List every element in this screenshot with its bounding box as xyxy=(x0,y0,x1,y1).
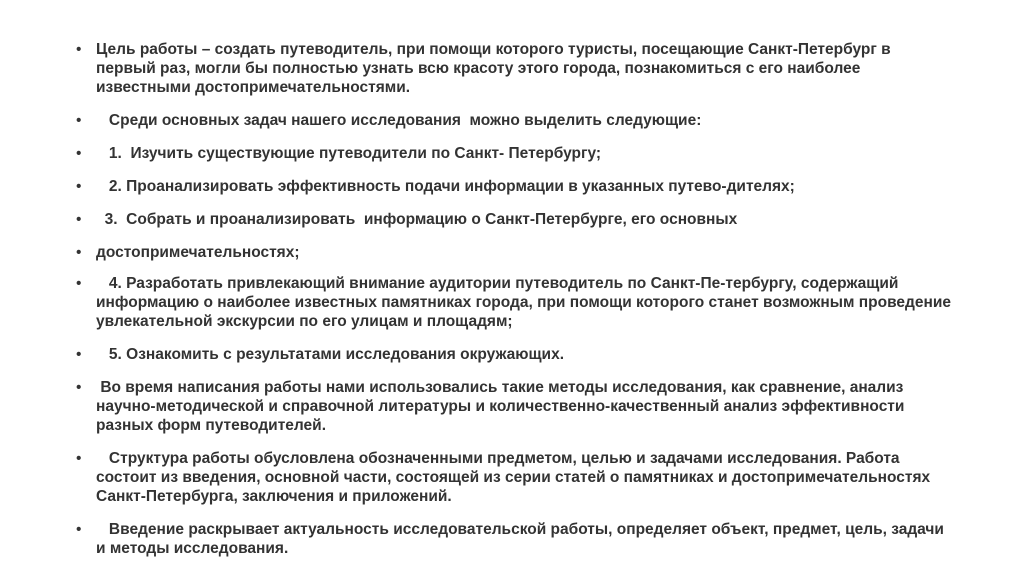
bullet-text: достопримечательностях; xyxy=(96,244,300,261)
bullet-item-task-4 xyxy=(72,274,956,331)
bullet-icon: • xyxy=(76,521,82,538)
bullet-text: Во время написания работы нами использовались такие методы исследования, как сравнение, анализ научно-методической и справочной литературы и количественно-качественный анализ эффективности разных форм путеводителей. xyxy=(96,379,909,434)
bullet-list xyxy=(72,40,956,558)
bullet-item-task-3-cont xyxy=(72,243,952,262)
bullet-icon: • xyxy=(76,379,82,396)
bullet-text: 1. Изучить существующие путеводители по Санкт- Петербургу; xyxy=(96,145,602,162)
bullet-text: 5. Ознакомить с результатами исследования окружающих. xyxy=(96,346,565,363)
bullet-item-goal xyxy=(72,40,952,97)
bullet-icon: • xyxy=(76,145,82,162)
bullet-item-structure xyxy=(72,449,952,506)
bullet-icon: • xyxy=(76,346,82,363)
bullet-item-task-5 xyxy=(72,345,952,364)
bullet-item-methods xyxy=(72,378,952,435)
bullet-item-task-3 xyxy=(72,210,952,229)
bullet-text: Цель работы – создать путеводитель, при помощи которого туристы, посещающие Санкт-Петербург в первый раз, могли бы полностью узнать всю красоту этого города, познакомиться с его наиболее известными достопримечательностями. xyxy=(96,41,891,96)
bullet-icon: • xyxy=(76,112,82,129)
bullet-text: Среди основных задач нашего исследования можно выделить следующие: xyxy=(96,112,702,129)
bullet-text: Структура работы обусловлена обозначенными предметом, целью и задачами исследования. Работа состоит из введения, основной части, состоящей из серии статей о памятниках и достопримечательностях Санкт-Петербурга, заключения и приложений. xyxy=(96,450,935,505)
bullet-item-introduction xyxy=(72,520,952,558)
bullet-icon: • xyxy=(76,178,82,195)
bullet-text: 2. Проанализировать эффективность подачи информации в указанных путево-дителях; xyxy=(96,178,795,195)
bullet-icon: • xyxy=(76,275,82,292)
bullet-item-tasks-intro xyxy=(72,111,952,130)
bullet-icon: • xyxy=(76,41,82,58)
bullet-icon: • xyxy=(76,211,82,228)
bullet-icon: • xyxy=(76,244,82,261)
bullet-text: 4. Разработать привлекающий внимание аудитории путеводитель по Санкт-Пе-тербургу, содержащий информацию о наиболее известных памятниках города, при помощи которого станет возможным проведение увлекательной экскурсии по его улицам и площадям; xyxy=(96,275,956,330)
bullet-text: 3. Собрать и проанализировать информацию о Санкт-Петербурге, его основных xyxy=(96,211,738,228)
bullet-item-task-1 xyxy=(72,144,952,163)
bullet-item-task-2 xyxy=(72,177,952,196)
bullet-icon: • xyxy=(76,450,82,467)
bullet-text: Введение раскрывает актуальность исследовательской работы, определяет объект, предмет, цель, задачи и методы исследования. xyxy=(96,521,949,557)
